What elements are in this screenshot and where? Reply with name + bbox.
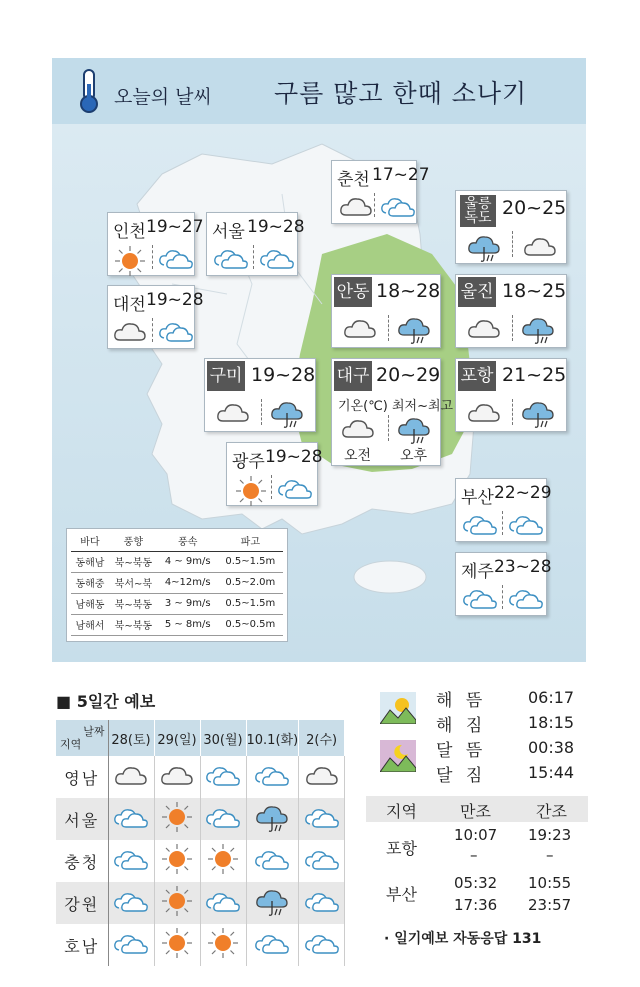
rain-cloud-icon: [254, 885, 290, 921]
sun-icon: [207, 843, 239, 879]
sea-cell: 3 ~ 9m/s: [158, 593, 218, 614]
forecast-cell: [299, 840, 345, 882]
forecast-cell: [299, 924, 345, 966]
forecast-cell: [246, 924, 299, 966]
city-name-line2: 독도: [464, 210, 492, 226]
city-name: 서울: [212, 222, 245, 242]
corner-date-label: 날짜: [83, 725, 105, 738]
forecast-cell: [246, 882, 299, 924]
cloud-icon: [304, 762, 340, 792]
city-name: 인천: [113, 222, 146, 242]
cloud-icon: [112, 318, 148, 348]
city-card-daegu: [331, 358, 454, 466]
city-name: 광주: [232, 452, 265, 472]
city-name: 대구: [334, 361, 372, 391]
city-card-andong: [331, 274, 441, 348]
cloud-sun-icon: [213, 245, 249, 275]
sea-cell: 4 ~ 9m/s: [158, 551, 218, 572]
cloud-sun-icon: [380, 193, 416, 223]
sea-cell: 5 ~ 8m/s: [158, 614, 218, 635]
table-row: [71, 614, 283, 635]
cloud-sun-icon: [304, 888, 340, 918]
sun-icon: [161, 843, 193, 879]
city-name: 포항: [458, 361, 496, 391]
forecast-corner: [56, 720, 108, 756]
city-name: 제주: [461, 562, 494, 582]
divider: [152, 245, 153, 269]
city-card-chuncheon: [331, 160, 430, 224]
sun-icon: [161, 927, 193, 963]
forecast-cell: [154, 924, 200, 966]
cloud-sun-icon: [254, 846, 290, 876]
header-bar: [52, 58, 586, 124]
sun-icon: [207, 927, 239, 963]
cloud-sun-icon: [259, 245, 295, 275]
forecast-cell: [154, 882, 200, 924]
sea-header: 파고: [218, 531, 283, 551]
city-card-jeju: [455, 552, 552, 616]
tide-value: 17:36: [454, 896, 498, 914]
divider: [261, 399, 262, 425]
forecast-cell: [246, 798, 299, 840]
forecast-date: 28(토): [108, 720, 154, 756]
moonrise-time: 00:38: [528, 738, 575, 757]
forecast-region: 충청: [56, 840, 108, 882]
cloud-icon: [522, 233, 558, 263]
cloud-sun-icon: [254, 762, 290, 792]
city-temp: 18~28: [376, 280, 441, 302]
city-temp: 19~28: [265, 447, 323, 467]
table-row: [56, 840, 345, 882]
footer-phone: · 일기예보 자동응답 131: [384, 931, 542, 947]
sea-cell: 남해동: [71, 593, 109, 614]
divider: [374, 193, 375, 217]
table-row: [71, 593, 283, 614]
table-row: [56, 798, 345, 840]
cloud-icon: [113, 762, 149, 792]
rain-cloud-icon: [396, 413, 432, 449]
cloud-icon: [466, 399, 502, 429]
rain-cloud-icon: [269, 397, 305, 433]
city-name: 구미: [207, 361, 245, 391]
city-card-busan: [455, 478, 552, 542]
tide-region-pohang: 포항: [386, 839, 417, 858]
sea-header: 풍속: [158, 531, 218, 551]
city-card-daejeon: [107, 285, 204, 349]
sea-cell: 0.5~0.5m: [218, 614, 283, 635]
sea-conditions-table: [66, 528, 288, 642]
sea-cell: 0.5~2.0m: [218, 572, 283, 593]
city-card-ulleung: [455, 190, 567, 264]
sunset-time: 18:15: [528, 713, 575, 732]
cloud-sun-icon: [304, 804, 340, 834]
sea-cell: 북~북동: [109, 614, 158, 635]
tide-header-low: 간조: [536, 802, 567, 821]
divider: [253, 245, 254, 269]
cloud-icon: [342, 315, 378, 345]
sea-cell: 0.5~1.5m: [218, 551, 283, 572]
forecast-region: 서울: [56, 798, 108, 840]
thermometer-icon: [78, 68, 100, 114]
cloud-sun-icon: [158, 245, 194, 275]
moonrise-label: 달 뜸: [436, 741, 487, 761]
sea-cell: 북~북동: [109, 593, 158, 614]
cloud-sun-icon: [205, 762, 241, 792]
rain-cloud-icon: [466, 231, 502, 267]
forecast-region: 영남: [56, 756, 108, 798]
tide-value: 19:23: [528, 826, 572, 844]
city-card-gwangju: [226, 442, 323, 506]
city-label-box: [460, 195, 496, 227]
cloud-icon: [340, 415, 376, 445]
forecast-cell: [246, 840, 299, 882]
cloud-icon: [159, 762, 195, 792]
city-temp: 17~27: [372, 165, 430, 185]
city-card-uljin: [455, 274, 567, 348]
sunrise-label: 해 뜸: [436, 691, 487, 711]
forecast-cell: [108, 798, 154, 840]
forecast-cell: [200, 840, 246, 882]
table-row: [71, 572, 283, 593]
city-name-line1: 울릉: [464, 196, 492, 212]
moonset-time: 15:44: [528, 763, 575, 782]
forecast-date: 2(수): [299, 720, 345, 756]
sea-cell: 0.5~1.5m: [218, 593, 283, 614]
divider: [388, 415, 389, 441]
table-row: [56, 882, 345, 924]
forecast-region: 호남: [56, 924, 108, 966]
cloud-sun-icon: [205, 804, 241, 834]
city-temp: 19~28: [247, 217, 305, 237]
cloud-sun-icon: [508, 511, 544, 541]
city-temp: 20~29: [376, 364, 441, 386]
page-title: 구름 많고 한때 소나기: [274, 79, 528, 108]
corner-region-label: 지역: [60, 738, 82, 751]
sea-cell: 북~북동: [109, 551, 158, 572]
sea-cell: 남해서: [71, 614, 109, 635]
sunrise-time: 06:17: [528, 688, 575, 707]
divider: [512, 231, 513, 257]
forecast-cell: [108, 756, 154, 798]
city-card-seoul: [206, 212, 305, 276]
sea-cell: 동해남: [71, 551, 109, 572]
moonrise-icon: [380, 740, 416, 772]
divider: [271, 475, 272, 499]
cloud-sun-icon: [462, 585, 498, 615]
forecast-cell: [246, 756, 299, 798]
forecast-cell: [200, 756, 246, 798]
sea-cell: 4~12m/s: [158, 572, 218, 593]
forecast-date: 10.1(화): [246, 720, 299, 756]
tide-value: 10:07: [454, 826, 498, 844]
city-card-pohang: [455, 358, 567, 432]
sea-header: 풍향: [109, 531, 158, 551]
city-temp: 19~28: [146, 290, 204, 310]
table-row: [71, 551, 283, 572]
cloud-sun-icon: [304, 930, 340, 960]
legend-am: 오전: [344, 448, 372, 464]
tide-region-busan: 부산: [386, 885, 417, 904]
forecast-cell: [154, 756, 200, 798]
forecast-cell: [200, 882, 246, 924]
tide-header-high: 만조: [460, 802, 491, 821]
sun-icon: [161, 885, 193, 921]
forecast-cell: [200, 924, 246, 966]
tide-value: 23:57: [528, 896, 572, 914]
sun-icon: [114, 245, 146, 281]
tide-value: 10:55: [528, 874, 572, 892]
table-row: [56, 924, 345, 966]
sea-cell: 동해중: [71, 572, 109, 593]
divider: [388, 315, 389, 341]
forecast-cell: [154, 840, 200, 882]
city-temp: 19~28: [251, 364, 316, 386]
cloud-sun-icon: [304, 846, 340, 876]
rain-cloud-icon: [396, 313, 432, 349]
cloud-icon: [338, 193, 374, 223]
legend-pm: 오후: [400, 448, 428, 464]
divider: [502, 585, 503, 609]
forecast-date: 29(일): [154, 720, 200, 756]
moonset-label: 달 짐: [436, 766, 487, 786]
city-name: 부산: [461, 488, 494, 508]
city-name: 대전: [113, 295, 146, 315]
forecast-table: [56, 720, 345, 966]
rain-cloud-icon: [520, 313, 556, 349]
forecast-cell: [108, 882, 154, 924]
city-name: 울진: [458, 277, 496, 307]
sun-icon: [161, 801, 193, 837]
city-card-gumi: [204, 358, 316, 432]
city-temp: 23~28: [494, 557, 552, 577]
divider: [152, 318, 153, 342]
cloud-icon: [466, 315, 502, 345]
cloud-sun-icon: [113, 888, 149, 918]
sun-icon: [235, 475, 267, 511]
cloud-sun-icon: [113, 930, 149, 960]
city-card-incheon: [107, 212, 204, 276]
rain-cloud-icon: [520, 397, 556, 433]
cloud-sun-icon: [113, 804, 149, 834]
sunrise-icon: [380, 692, 416, 724]
forecast-cell: [299, 798, 345, 840]
sea-cell: 북서~북: [109, 572, 158, 593]
city-temp: 18~25: [502, 280, 567, 302]
tide-value: –: [470, 846, 478, 864]
divider: [512, 315, 513, 341]
city-temp: 20~25: [502, 197, 567, 219]
city-temp: 19~27: [146, 217, 204, 237]
forecast-cell: [299, 756, 345, 798]
tide-header-region: 지역: [386, 802, 417, 821]
cloud-sun-icon: [508, 585, 544, 615]
cloud-sun-icon: [113, 846, 149, 876]
forecast-cell: [108, 924, 154, 966]
forecast-cell: [299, 882, 345, 924]
city-name: 춘천: [337, 170, 370, 190]
cloud-sun-icon: [462, 511, 498, 541]
city-name: 안동: [334, 277, 372, 307]
sunset-label: 해 짐: [436, 716, 487, 736]
cloud-sun-icon: [254, 930, 290, 960]
forecast-region: 강원: [56, 882, 108, 924]
table-row: [56, 756, 345, 798]
forecast-date: 30(월): [200, 720, 246, 756]
city-temp: 22~29: [494, 483, 552, 503]
city-temp: 21~25: [502, 364, 567, 386]
rain-cloud-icon: [254, 801, 290, 837]
tide-value: –: [546, 846, 554, 864]
header-label: 오늘의 날씨: [114, 86, 212, 108]
divider: [512, 399, 513, 425]
cloud-icon: [215, 399, 251, 429]
divider: [502, 511, 503, 535]
forecast-title: ■ 5일간 예보: [56, 692, 156, 711]
forecast-cell: [200, 798, 246, 840]
legend-temp-label: 기온(℃) 최저~최고: [338, 399, 454, 414]
cloud-sun-icon: [277, 475, 313, 505]
forecast-cell: [108, 840, 154, 882]
sea-header: 바다: [71, 531, 109, 551]
forecast-cell: [154, 798, 200, 840]
tide-value: 05:32: [454, 874, 498, 892]
cloud-sun-icon: [158, 318, 194, 348]
cloud-sun-icon: [205, 888, 241, 918]
